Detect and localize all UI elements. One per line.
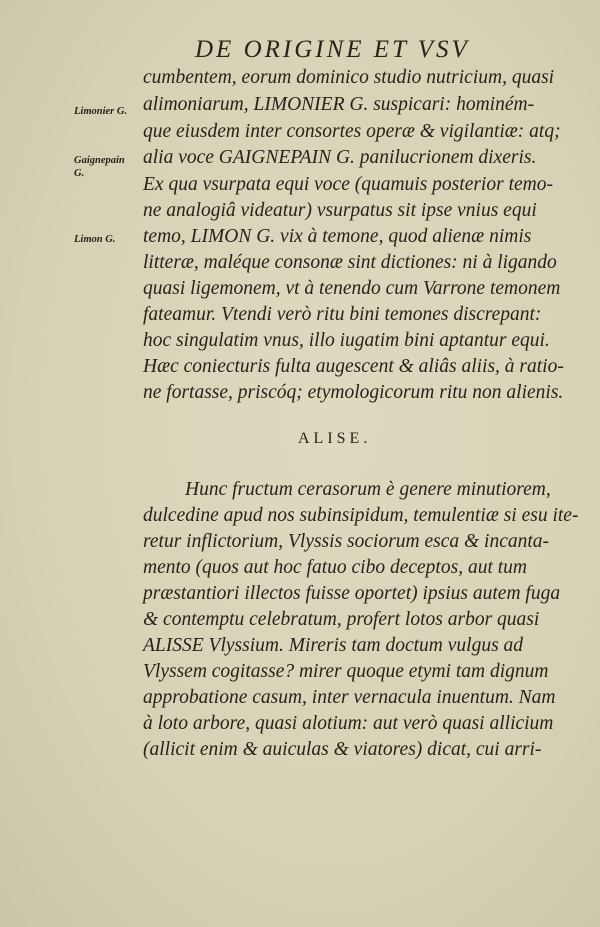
text-line: Ex qua vsurpata equi voce (quamuis posterior temo- <box>143 174 553 195</box>
text-line: Vlyssem cogitasse? mirer quoque etymi tam dignum <box>143 661 549 682</box>
running-header: DE ORIGINE ET VSV <box>195 36 470 63</box>
text-line: ne fortasse, priscóq; etymologicorum ritu non alienis. <box>143 382 564 403</box>
text-line: quasi ligemonem, vt à tenendo cum Varrone temonem <box>143 278 561 299</box>
margin-note-limon: Limon G. <box>74 234 116 245</box>
text-line: præstantiori illectos fuisse oportet) ipsius autem fuga <box>143 583 561 604</box>
text-line: litteræ, maléque consonæ sint dictiones: ni à ligando <box>143 252 557 273</box>
section-heading: ALISE. <box>298 430 372 447</box>
margin-note-limonier: Limonier G. <box>74 106 128 117</box>
text-line: dulcedine apud nos subinsipidum, temulentiæ si esu ite- <box>143 505 579 526</box>
text-line: mento (quos aut hoc fatuo cibo deceptos, aut tum <box>143 557 527 578</box>
text-line: approbatione casum, inter vernacula inuentum. Nam <box>143 687 556 708</box>
text-line: ne analogiâ videatur) vsurpatus sit ipse vnius equi <box>143 200 537 221</box>
text-line: à loto arbore, quasi alotium: aut verò quasi allicium <box>143 713 554 734</box>
margin-note-gaignepain-g: G. <box>74 168 85 179</box>
text-line: temo, LIMON G. vix à temone, quod alienæ nimis <box>143 226 532 247</box>
text-line: retur inflictorium, Vlyssis sociorum esca & incanta- <box>143 531 550 552</box>
text-line: Hunc fructum cerasorum è genere minutiorem, <box>185 479 551 500</box>
text-line: fateamur. Vtendi verò ritu bini temones discrepant: <box>143 304 542 325</box>
text-line: (allicit enim & auiculas & viatores) dicat, cui arri- <box>143 739 542 760</box>
text-line: cumbentem, eorum dominico studio nutricium, quasi <box>143 67 555 88</box>
text-line: alia voce GAIGNEPAIN G. panilucrionem dixeris. <box>143 147 537 168</box>
margin-note-gaignepain: Gaignepain <box>74 155 125 166</box>
text-line: alimoniarum, LIMONIER G. suspicari: hominém- <box>143 94 535 115</box>
text-line: Hæc coniecturis fulta augescent & aliâs aliis, à ratio- <box>143 356 564 377</box>
text-line: hoc singulatim vnus, illo iugatim bini aptantur equi. <box>143 330 550 351</box>
text-line: ALISSE Vlyssium. Mireris tam doctum vulgus ad <box>143 635 524 656</box>
text-line: que eiusdem inter consortes operæ & vigilantiæ: atq; <box>143 121 561 142</box>
text-line: & contemptu celebratum, profert lotos arbor quasi <box>143 609 540 630</box>
